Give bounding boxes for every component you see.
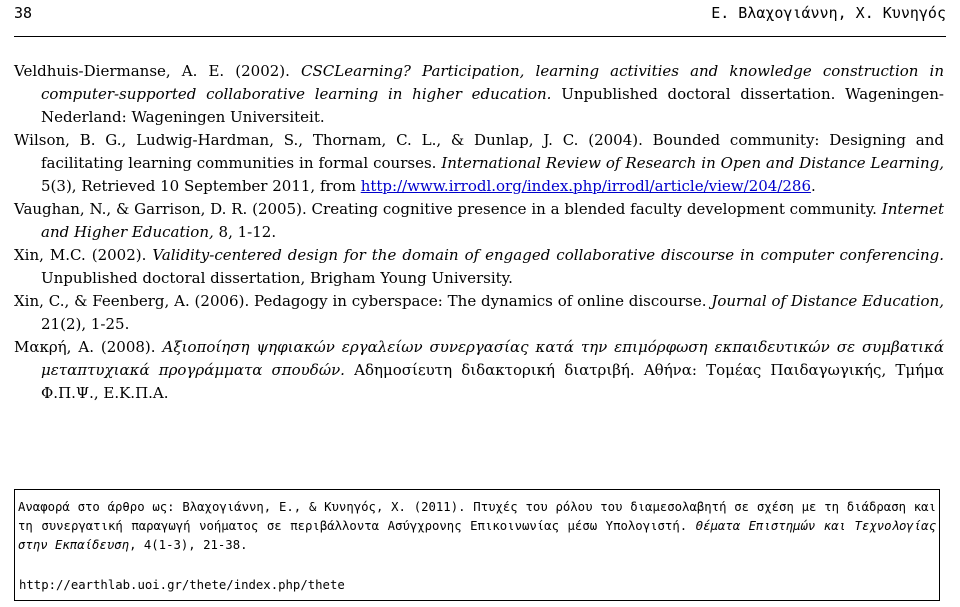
reference-entry bbox=[14, 198, 944, 244]
reference-entry bbox=[14, 244, 944, 290]
citation-box bbox=[14, 489, 940, 601]
reference-entry bbox=[14, 336, 944, 405]
reference-title: CSCLearning? Participation, learning activities and knowledge construction in computer-supported collaborative learning in higher education. bbox=[41, 62, 944, 103]
reference-text: 5(3), Retrieved 10 September 2011, from bbox=[41, 177, 361, 195]
reference-title: Αξιοποίηση ψηφιακών εργαλείων συνεργασίας κατά την επιμόρφωση εκπαιδευτικών σε συμβατικά μεταπτυχιακά προγράμματα σπουδών. bbox=[41, 338, 944, 379]
reference-title: Internet and Higher Education, bbox=[41, 200, 944, 241]
reference-text: Xin, M.C. (2002). bbox=[14, 246, 153, 264]
citation-suffix: , 4(1-3), 21-38. bbox=[129, 538, 248, 552]
reference-link[interactable]: http://www.irrodl.org/index.php/irrodl/article/view/204/286 bbox=[360, 177, 812, 195]
reference-title: International Review of Research in Open and Distance Learning, bbox=[441, 154, 944, 172]
reference-text: Xin, C., & Feenberg, A. (2006). Pedagogy in cyberspace: The dynamics of online discourse. bbox=[14, 292, 712, 310]
citation-text bbox=[18, 498, 936, 555]
reference-text: Veldhuis-Diermanse, A. E. (2002). bbox=[14, 62, 302, 80]
reference-text: Wilson, B. G., Ludwig-Hardman, S., Thornam, C. L., & Dunlap, J. C. (2004). Bounded community: Designing and facilitating learning communities in formal courses. bbox=[14, 131, 944, 172]
reference-text: 8, 1-12. bbox=[213, 223, 277, 241]
reference-text: Αδημοσίευτη διδακτορική διατριβή. Αθήνα: Τομέας Παιδαγωγικής, Τμήμα Φ.Π.Ψ., Ε.Κ.Π.Α. bbox=[41, 361, 944, 402]
reference-title: Validity-centered design for the domain of engaged collaborative discourse in computer conferencing. bbox=[152, 246, 944, 264]
reference-text: Vaughan, N., & Garrison, D. R. (2005). Creating cognitive presence in a blended faculty development community. bbox=[14, 200, 882, 218]
reference-text: Unpublished doctoral dissertation, Brigham Young University. bbox=[41, 269, 513, 287]
citation-journal: Θέματα Επιστημών και Τεχνολογίας στην Εκπαίδευση bbox=[18, 519, 936, 552]
reference-entry bbox=[14, 290, 944, 336]
journal-url[interactable]: http://earthlab.uoi.gr/thete/index.php/thete bbox=[19, 578, 345, 592]
reference-entry bbox=[14, 60, 944, 129]
citation-prefix: Αναφορά στο άρθρο ως: Βλαχογιάννη, Ε., & Κυνηγός, Χ. (2011). Πτυχές του ρόλου του διαμεσολαβητή σε σχέση με τη διάδραση και τη συνεργατική παραγωγή νοήματος σε περιβάλλοντα Ασύγχρονης Επικοινωνίας μέσω Υπολογιστή. bbox=[18, 500, 936, 533]
reference-title: Journal of Distance Education, bbox=[711, 292, 944, 310]
reference-text: . bbox=[811, 177, 816, 195]
running-head: Ε. Βλαχογιάννη, Χ. Κυνηγός bbox=[711, 4, 946, 22]
reference-entry bbox=[14, 129, 944, 198]
reference-list bbox=[14, 60, 944, 405]
reference-text: 21(2), 1-25. bbox=[41, 315, 130, 333]
reference-text: Unpublished doctoral dissertation. Wageningen-Nederland: Wageningen Universiteit. bbox=[41, 85, 944, 126]
reference-text: Μακρή, Α. (2008). bbox=[14, 338, 163, 356]
page-header bbox=[14, 0, 946, 37]
page-number: 38 bbox=[14, 4, 33, 22]
